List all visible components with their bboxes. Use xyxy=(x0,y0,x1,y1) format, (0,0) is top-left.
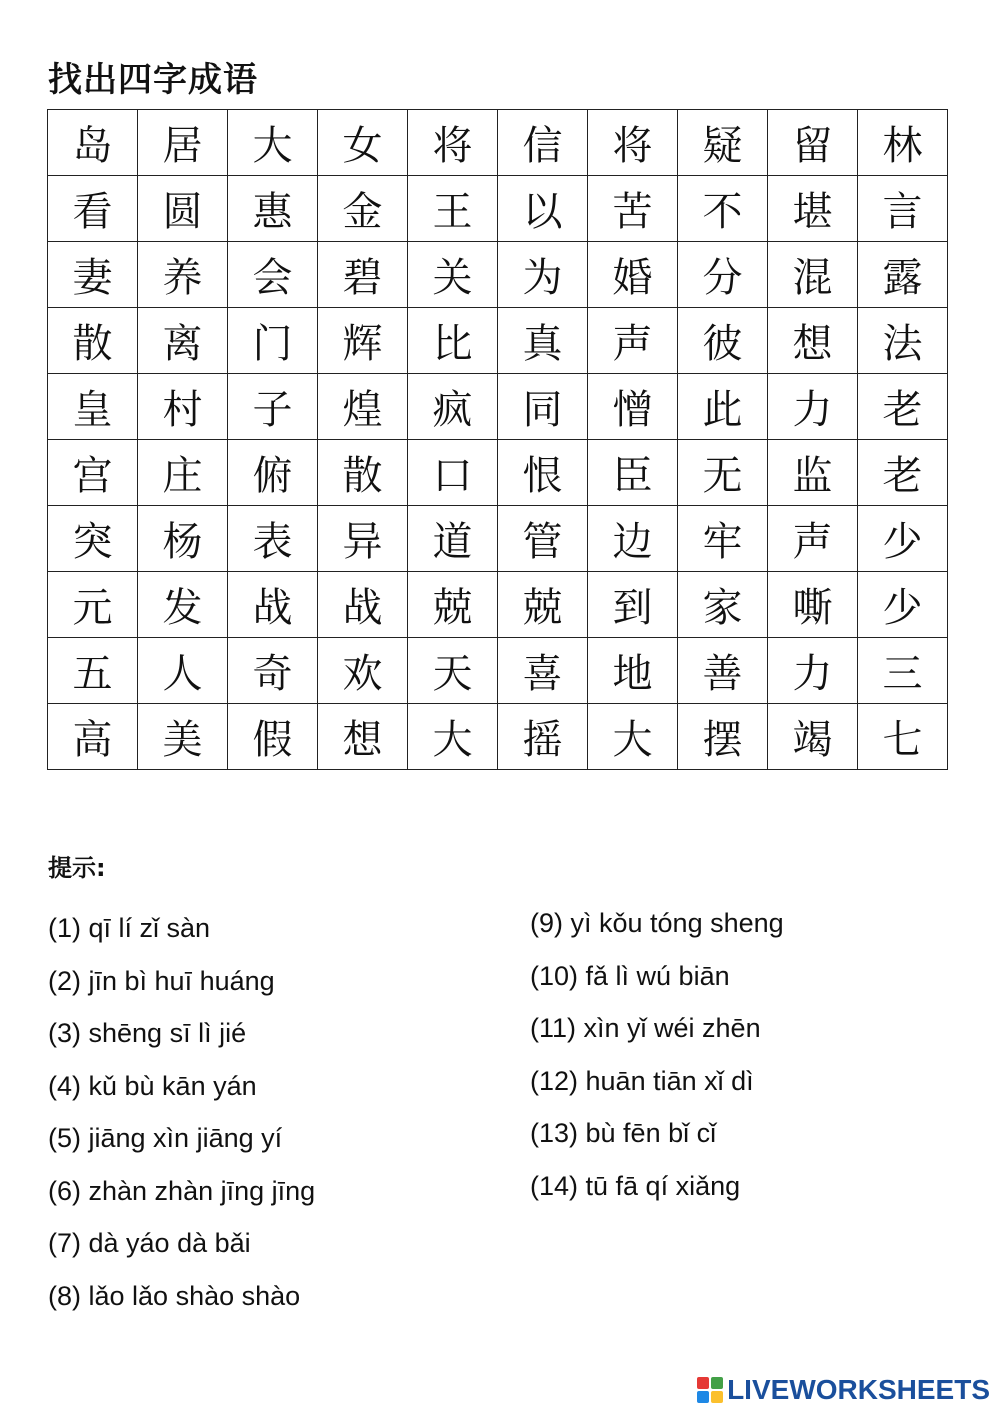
hint-item: (4) kǔ bù kān yán xyxy=(48,1070,257,1101)
hint-item: (13) bù fēn bǐ cǐ xyxy=(530,1118,717,1148)
grid-row xyxy=(48,440,948,506)
hint-item: (1) qī lí zǐ sàn xyxy=(48,913,211,943)
grid-row xyxy=(48,308,948,374)
hint-item: (7) dà yáo dà bǎi xyxy=(48,1228,251,1258)
grid-cell[interactable]: 战 xyxy=(228,572,318,638)
grid-cell[interactable]: 彼 xyxy=(678,308,768,374)
grid-cell[interactable]: 恨 xyxy=(498,440,588,506)
grid-cell[interactable]: 想 xyxy=(768,308,858,374)
grid-cell[interactable]: 散 xyxy=(318,440,408,506)
grid-cell[interactable]: 养 xyxy=(138,242,228,308)
grid-cell[interactable]: 比 xyxy=(408,308,498,374)
grid-cell[interactable]: 村 xyxy=(138,374,228,440)
hint-item: (5) jiāng xìn jiāng yí xyxy=(48,1123,283,1153)
grid-cell[interactable]: 信 xyxy=(498,110,588,176)
grid-cell[interactable]: 臣 xyxy=(588,440,678,506)
grid-cell[interactable]: 金 xyxy=(318,176,408,242)
grid-cell[interactable]: 留 xyxy=(768,110,858,176)
grid-cell[interactable]: 兢 xyxy=(498,572,588,638)
logo-square xyxy=(697,1377,709,1389)
grid-cell[interactable]: 五 xyxy=(48,638,138,704)
grid-cell[interactable]: 摆 xyxy=(678,704,768,770)
logo-square xyxy=(711,1377,723,1389)
hint-list-right xyxy=(530,897,784,1212)
grid-cell[interactable]: 想 xyxy=(318,704,408,770)
liveworksheets-logo xyxy=(697,1374,990,1406)
logo-square xyxy=(697,1391,709,1403)
grid-cell[interactable]: 看 xyxy=(48,176,138,242)
grid-cell[interactable]: 大 xyxy=(228,110,318,176)
hint-item: (14) tū fā qí xiǎng xyxy=(530,1170,741,1201)
grid-cell[interactable]: 岛 xyxy=(48,110,138,176)
grid-cell[interactable]: 将 xyxy=(408,110,498,176)
logo-text: LIVEWORKSHEETS xyxy=(727,1374,990,1405)
grid-cell[interactable]: 惠 xyxy=(228,176,318,242)
grid-cell[interactable]: 林 xyxy=(858,110,948,176)
grid-cell[interactable]: 大 xyxy=(408,704,498,770)
grid-cell[interactable]: 门 xyxy=(228,308,318,374)
liveworksheets-logo-icon xyxy=(697,1377,723,1403)
grid-cell[interactable]: 散 xyxy=(48,308,138,374)
grid-cell[interactable]: 为 xyxy=(498,242,588,308)
hint-item: (9) yì kǒu tóng sheng xyxy=(530,908,784,938)
grid-cell[interactable]: 摇 xyxy=(498,704,588,770)
grid-cell[interactable]: 关 xyxy=(408,242,498,308)
hint-item: (6) zhàn zhàn jīng jīng xyxy=(48,1175,316,1206)
grid-cell[interactable]: 力 xyxy=(768,374,858,440)
hint-item: (3) shēng sī lì jié xyxy=(48,1018,247,1048)
grid-cell[interactable]: 俯 xyxy=(228,440,318,506)
grid-cell[interactable]: 突 xyxy=(48,506,138,572)
grid-cell[interactable]: 宫 xyxy=(48,440,138,506)
grid-cell[interactable]: 婚 xyxy=(588,242,678,308)
grid-cell[interactable]: 大 xyxy=(588,704,678,770)
hint-item: (2) jīn bì huī huáng xyxy=(48,965,275,996)
grid-cell[interactable]: 老 xyxy=(858,374,948,440)
grid-cell[interactable]: 美 xyxy=(138,704,228,770)
grid-row xyxy=(48,110,948,176)
grid-cell[interactable]: 假 xyxy=(228,704,318,770)
grid-cell[interactable]: 分 xyxy=(678,242,768,308)
grid-cell[interactable]: 监 xyxy=(768,440,858,506)
grid-cell[interactable]: 道 xyxy=(408,506,498,572)
grid-cell[interactable]: 七 xyxy=(858,704,948,770)
grid-cell[interactable]: 煌 xyxy=(318,374,408,440)
page-title: 找出四字成语 xyxy=(48,60,258,100)
grid-cell[interactable]: 欢 xyxy=(318,638,408,704)
grid-cell[interactable]: 妻 xyxy=(48,242,138,308)
grid-cell[interactable]: 家 xyxy=(678,572,768,638)
grid-cell[interactable]: 声 xyxy=(768,506,858,572)
grid-cell[interactable]: 露 xyxy=(858,242,948,308)
grid-cell[interactable]: 善 xyxy=(678,638,768,704)
grid-cell[interactable]: 到 xyxy=(588,572,678,638)
grid-row xyxy=(48,506,948,572)
grid-cell[interactable]: 口 xyxy=(408,440,498,506)
grid-cell[interactable]: 居 xyxy=(138,110,228,176)
grid-cell[interactable]: 此 xyxy=(678,374,768,440)
grid-cell[interactable]: 杨 xyxy=(138,506,228,572)
grid-cell[interactable]: 三 xyxy=(858,638,948,704)
grid-cell[interactable]: 喜 xyxy=(498,638,588,704)
grid-row xyxy=(48,572,948,638)
grid-cell[interactable]: 离 xyxy=(138,308,228,374)
grid-cell[interactable]: 战 xyxy=(318,572,408,638)
grid-cell[interactable]: 老 xyxy=(858,440,948,506)
grid-cell[interactable]: 女 xyxy=(318,110,408,176)
grid-cell[interactable]: 高 xyxy=(48,704,138,770)
grid-row xyxy=(48,638,948,704)
grid-cell[interactable]: 苦 xyxy=(588,176,678,242)
grid-cell[interactable]: 会 xyxy=(228,242,318,308)
hint-label: 提示: xyxy=(48,854,106,882)
grid-cell[interactable]: 元 xyxy=(48,572,138,638)
grid-cell[interactable]: 不 xyxy=(678,176,768,242)
logo-square xyxy=(711,1391,723,1403)
grid-cell[interactable]: 疑 xyxy=(678,110,768,176)
grid-cell[interactable]: 发 xyxy=(138,572,228,638)
grid-cell[interactable]: 王 xyxy=(408,176,498,242)
grid-cell[interactable]: 同 xyxy=(498,374,588,440)
grid-cell[interactable]: 言 xyxy=(858,176,948,242)
grid-cell[interactable]: 少 xyxy=(858,506,948,572)
grid-cell[interactable]: 奇 xyxy=(228,638,318,704)
hint-item: (11) xìn yǐ wéi zhēn xyxy=(530,1013,761,1043)
grid-cell[interactable]: 少 xyxy=(858,572,948,638)
grid-cell[interactable]: 圆 xyxy=(138,176,228,242)
hint-item: (10) fǎ lì wú biān xyxy=(530,960,730,991)
grid-cell[interactable]: 声 xyxy=(588,308,678,374)
grid-cell[interactable]: 地 xyxy=(588,638,678,704)
hint-item: (12) huān tiān xǐ dì xyxy=(530,1065,754,1096)
grid-cell[interactable]: 边 xyxy=(588,506,678,572)
grid-row xyxy=(48,242,948,308)
grid-cell[interactable]: 以 xyxy=(498,176,588,242)
grid-cell[interactable]: 无 xyxy=(678,440,768,506)
grid-cell[interactable]: 管 xyxy=(498,506,588,572)
grid-cell[interactable]: 竭 xyxy=(768,704,858,770)
grid-row xyxy=(48,176,948,242)
grid-cell[interactable]: 将 xyxy=(588,110,678,176)
grid-cell[interactable]: 牢 xyxy=(678,506,768,572)
grid-cell[interactable]: 法 xyxy=(858,308,948,374)
grid-cell[interactable]: 辉 xyxy=(318,308,408,374)
grid-cell[interactable]: 兢 xyxy=(408,572,498,638)
grid-cell[interactable]: 真 xyxy=(498,308,588,374)
grid-row xyxy=(48,374,948,440)
grid-cell[interactable]: 碧 xyxy=(318,242,408,308)
hint-item: (8) lǎo lǎo shào shào xyxy=(48,1280,301,1311)
character-grid xyxy=(47,109,948,770)
grid-cell[interactable]: 混 xyxy=(768,242,858,308)
hint-list-left xyxy=(48,902,315,1322)
grid-cell[interactable]: 憎 xyxy=(588,374,678,440)
grid-cell[interactable]: 皇 xyxy=(48,374,138,440)
grid-cell[interactable]: 人 xyxy=(138,638,228,704)
grid-cell[interactable]: 庄 xyxy=(138,440,228,506)
grid-cell[interactable]: 异 xyxy=(318,506,408,572)
grid-cell[interactable]: 疯 xyxy=(408,374,498,440)
grid-cell[interactable]: 天 xyxy=(408,638,498,704)
grid-row xyxy=(48,704,948,770)
grid-cell[interactable]: 表 xyxy=(228,506,318,572)
grid-cell[interactable]: 子 xyxy=(228,374,318,440)
grid-cell[interactable]: 堪 xyxy=(768,176,858,242)
grid-cell[interactable]: 嘶 xyxy=(768,572,858,638)
grid-cell[interactable]: 力 xyxy=(768,638,858,704)
